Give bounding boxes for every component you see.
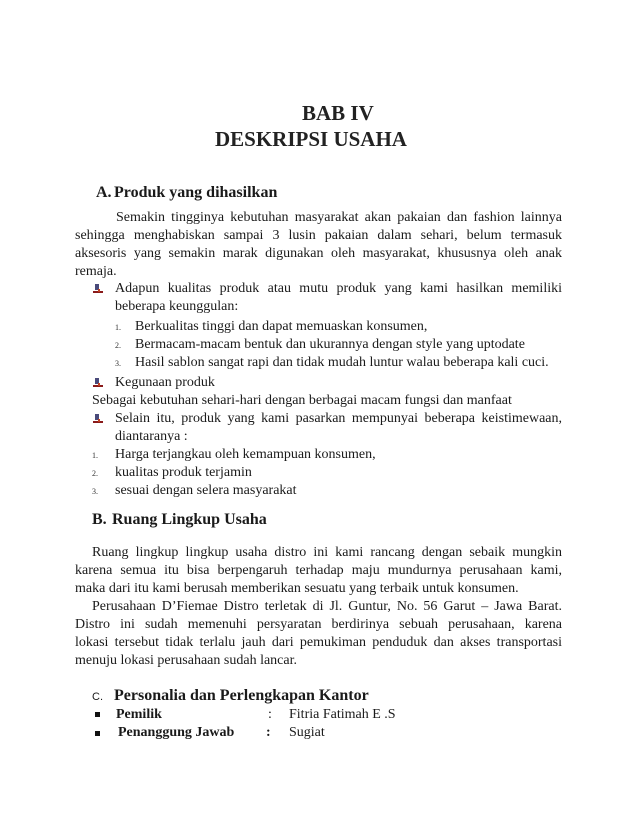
list2-number: 2. [92, 469, 98, 478]
list1-item: Bermacam-macam bentuk dan ukurannya dengan style yang uptodate [135, 337, 525, 352]
bullet3-line-2: diantaranya : [115, 429, 188, 444]
section-a-para-line-2: sehingga menghabiskan sampai 3 lusin pakaian dalam sehari, belum termasuk [75, 228, 562, 243]
section-a-para-line-1: Semakin tingginya kebutuhan masyarakat akan pakaian dan fashion lainnya [116, 210, 562, 225]
row-separator: : [266, 725, 271, 740]
section-b-heading: Ruang Lingkup Usaha [112, 511, 267, 528]
section-a-label: A. [96, 184, 112, 201]
arrow-bullet-icon [92, 377, 104, 389]
section-b-para1-line-3: maka dari itu kami berusah memberikan sesuatu yang terbaik untuk konsumen. [75, 581, 519, 596]
page-title: DESKRIPSI USAHA [215, 127, 407, 151]
list1-number: 2. [115, 341, 121, 350]
kegunaan-text: Sebagai kebutuhan sehari-hari dengan berbagai macam fungsi dan manfaat [92, 393, 512, 408]
list2-item: sesuai dengan selera masyarakat [115, 483, 297, 498]
arrow-bullet-icon [92, 283, 104, 295]
square-bullet-icon [95, 731, 100, 736]
section-b-para2-line-3: lokasi tersebut tidak terlalu jauh dari pemukiman penduduk dan akses transportasi [75, 635, 562, 650]
list1-number: 3. [115, 359, 121, 368]
bullet1-line-1: Adapun kualitas produk atau mutu produk yang kami hasilkan memiliki [115, 281, 562, 296]
list2-item: kualitas produk terjamin [115, 465, 252, 480]
arrow-bullet-icon [92, 413, 104, 425]
list1-item: Berkualitas tinggi dan dapat memuaskan konsumen, [135, 319, 428, 334]
list2-item: Harga terjangkau oleh kemampuan konsumen, [115, 447, 376, 462]
chapter-label: BAB IV [302, 101, 374, 125]
bullet2-text: Kegunaan produk [115, 375, 215, 390]
section-b-para2-line-4: menuju lokasi perusahaan sudah lancar. [75, 653, 297, 668]
section-b-para2-line-1: Perusahaan D’Fiemae Distro terletak di Jl. Guntur, No. 56 Garut – Jawa Barat. [92, 599, 562, 614]
section-b-para1-line-2: karena semua itu bisa berpengaruh terhadap maju mundurnya perusahaan kami, [75, 563, 562, 578]
section-a-para-line-3: aksesoris yang semakin marak digunakan oleh masyarakat, khususnya oleh anak [75, 246, 562, 261]
row-key: Penanggung Jawab [118, 725, 235, 740]
section-b-label: B. [92, 511, 107, 528]
section-b-para1-line-1: Ruang lingkup lingkup usaha distro ini kami rancang dengan sebaik mungkin [92, 545, 562, 560]
list2-number: 3. [92, 487, 98, 496]
section-a-para-line-4: remaja. [75, 264, 117, 279]
bullet1-line-2: beberapa keunggulan: [115, 299, 239, 314]
section-b-para2-line-2: Distro ini sudah memenuhi persyaratan berdirinya sebuah perusahaan, karena [75, 617, 562, 632]
section-c-heading: Personalia dan Perlengkapan Kantor [114, 687, 369, 704]
list1-item: Hasil sablon sangat rapi dan tidak mudah luntur walau beberapa kali cuci. [135, 355, 549, 370]
list2-number: 1. [92, 451, 98, 460]
row-value: Fitria Fatimah E .S [289, 707, 396, 722]
row-key: Pemilik [116, 707, 162, 722]
square-bullet-icon [95, 712, 100, 717]
bullet3-line-1: Selain itu, produk yang kami pasarkan mempunyai beberapa keistimewaan, [115, 411, 562, 426]
row-separator: : [268, 707, 272, 722]
section-a-heading: Produk yang dihasilkan [114, 184, 278, 201]
row-value: Sugiat [289, 725, 325, 740]
section-c-label: C. [92, 691, 103, 703]
list1-number: 1. [115, 323, 121, 332]
